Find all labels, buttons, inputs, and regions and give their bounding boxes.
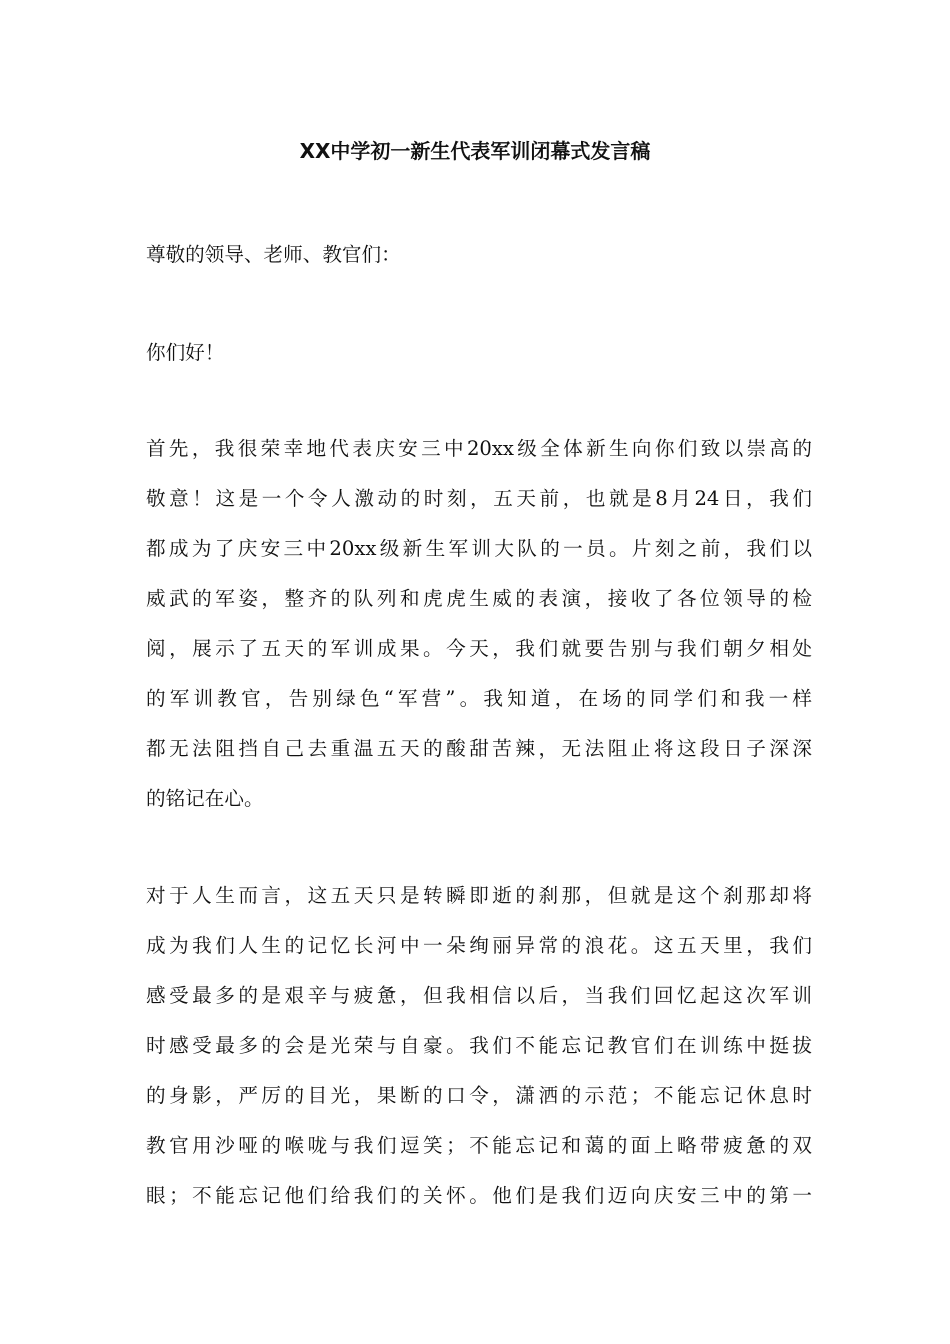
paragraph-line: 的身影，严厉的目光，果断的口令，潇洒的示范；不能忘记休息时 — [146, 1084, 812, 1107]
paragraph-line: 教官用沙哑的喉咙与我们逗笑；不能忘记和蔼的面上略带疲惫的双 — [146, 1134, 812, 1157]
paragraph-line: 的铭记在心。 — [146, 787, 264, 810]
paragraph-2 — [146, 871, 812, 1221]
greeting — [146, 328, 812, 378]
paragraph-line: 威武的军姿，整齐的队列和虎虎生威的表演，接收了各位领导的检 — [146, 587, 812, 610]
paragraph-line: 都无法阻挡自己去重温五天的酸甜苦辣，无法阻止将这段日子深深 — [146, 737, 812, 760]
paragraph-line: 眼；不能忘记他们给我们的关怀。他们是我们迈向庆安三中的第一 — [146, 1184, 812, 1207]
paragraph-line: 首先，我很荣幸地代表庆安三中20xx级全体新生向你们致以崇高的 — [146, 437, 812, 460]
paragraph-line: 都成为了庆安三中20xx级新生军训大队的一员。片刻之前，我们以 — [146, 537, 812, 560]
paragraph-line: 感受最多的是艰辛与疲惫，但我相信以后，当我们回忆起这次军训 — [146, 984, 812, 1007]
paragraph-line: 阅，展示了五天的军训成果。今天，我们就要告别与我们朝夕相处 — [146, 637, 812, 660]
salutation — [146, 230, 812, 280]
salutation-text: 尊敬的领导、老师、教官们： — [146, 243, 401, 266]
paragraph-line: 敬意！这是一个令人激动的时刻，五天前，也就是8月24日，我们 — [146, 487, 812, 510]
paragraph-line: 对于人生而言，这五天只是转瞬即逝的刹那，但就是这个刹那却将 — [146, 884, 812, 907]
paragraph-line: 的军训教官，告别绿色“军营”。我知道，在场的同学们和我一样 — [146, 687, 812, 710]
document-title: XX中学初一新生代表军训闭幕式发言稿 — [299, 139, 651, 163]
paragraph-1 — [146, 424, 812, 824]
paragraph-line: 成为我们人生的记忆长河中一朵绚丽异常的浪花。这五天里，我们 — [146, 934, 812, 957]
paragraph-line: 时感受最多的会是光荣与自豪。我们不能忘记教官们在训练中挺拔 — [146, 1034, 812, 1057]
greeting-text: 你们好！ — [146, 341, 225, 364]
